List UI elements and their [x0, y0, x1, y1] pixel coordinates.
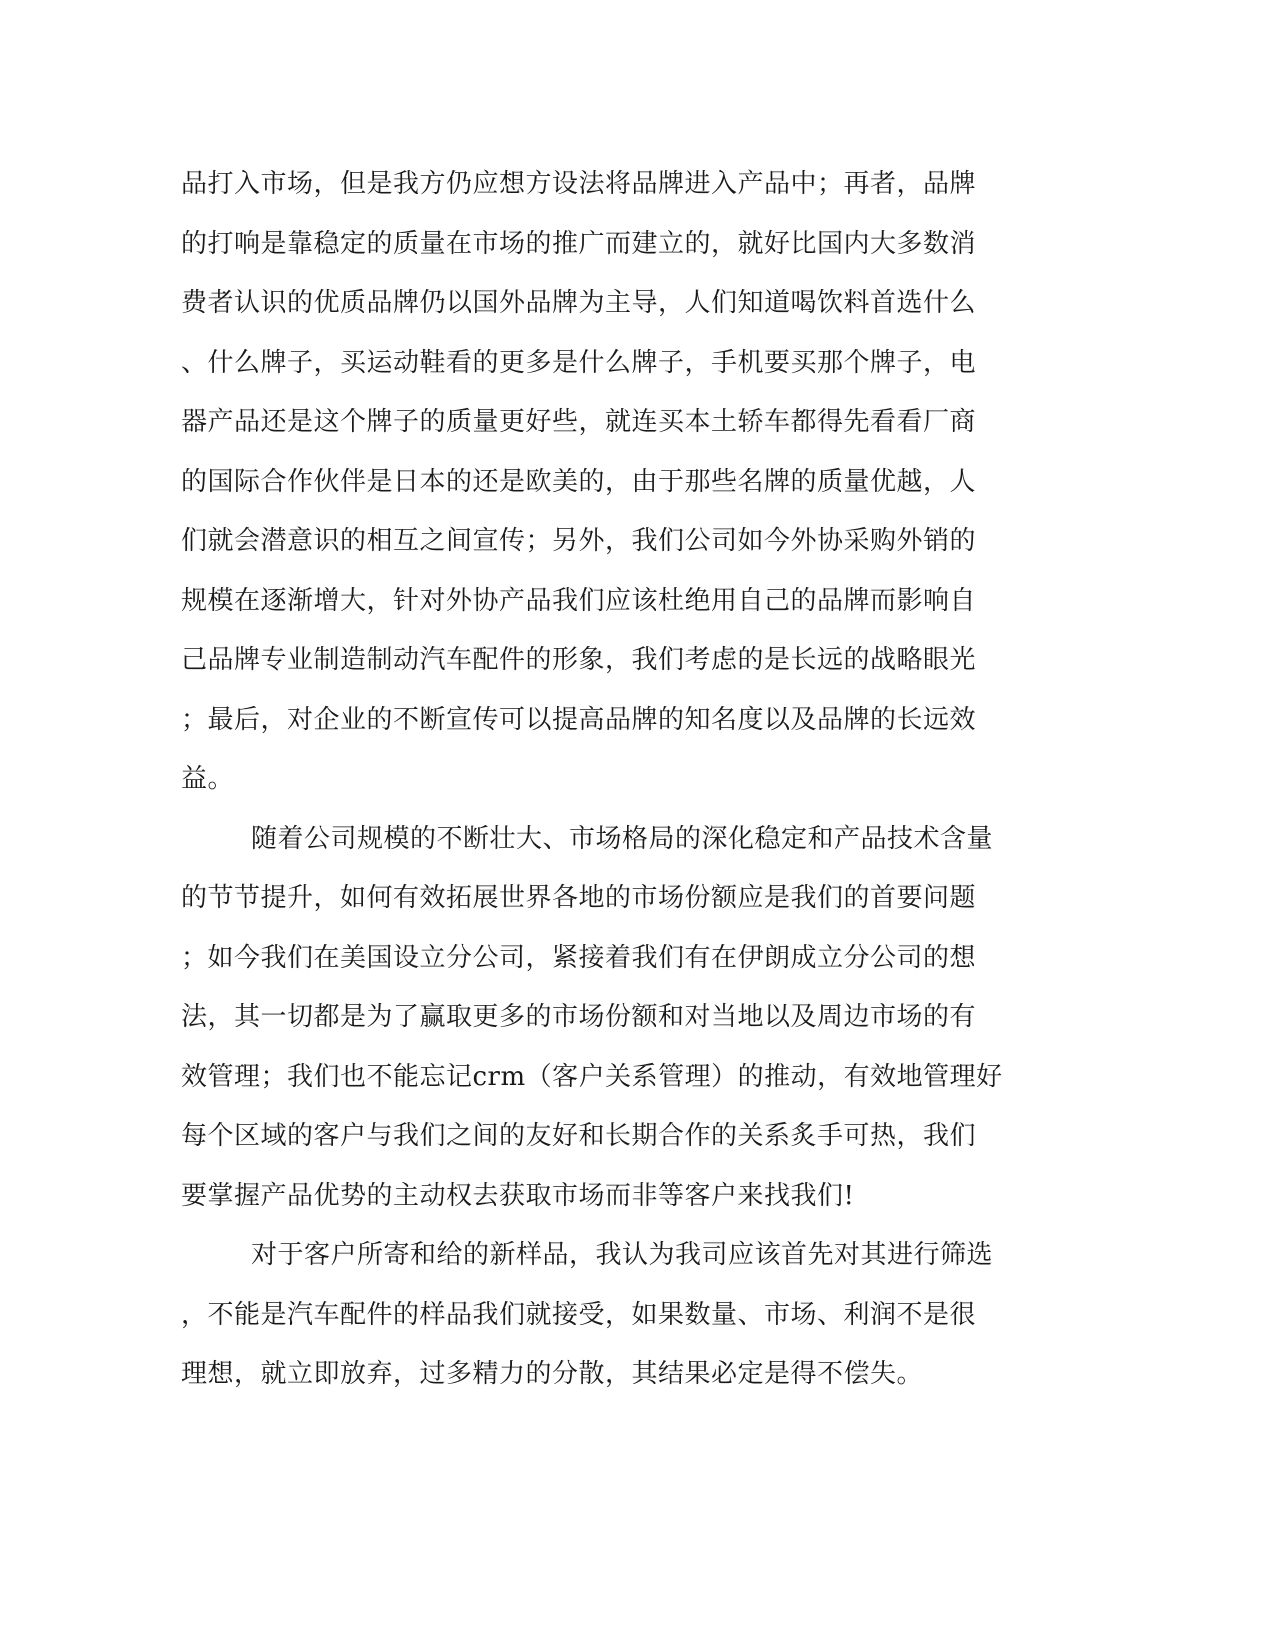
text-line: ；最后，对企业的不断宣传可以提高品牌的知名度以及品牌的长远效: [181, 704, 977, 735]
text-line: 每个区域的客户与我们之间的友好和长期合作的关系炙手可热，我们: [181, 1121, 977, 1151]
text-line: 理想，就立即放弃，过多精力的分散，其结果必定是得不偿失。: [181, 1359, 924, 1389]
text-line: 、什么牌子，买运动鞋看的更多是什么牌子，手机要买那个牌子，电: [181, 347, 977, 378]
body-text: [181, 155, 1041, 1405]
paragraph-start-line: 对于客户所寄和给的新样品，我认为我司应该首先对其进行筛选: [251, 1240, 994, 1270]
text-line: 们就会潜意识的相互之间宣传；另外，我们公司如今外协采购外销的: [181, 526, 977, 556]
text-line: 益。: [181, 764, 235, 794]
text-line: 要掌握产品优势的主动权去获取市场而非等客户来找我们!: [181, 1180, 855, 1211]
text-line: 法，其一切都是为了赢取更多的市场份额和对当地以及周边市场的有: [181, 1002, 977, 1032]
text-line: 费者认识的优质品牌仍以国外品牌为主导，人们知道喝饮料首选什么: [181, 288, 977, 318]
text-line: 品打入市场，但是我方仍应想方设法将品牌进入产品中；再者，品牌: [181, 169, 977, 199]
text-line: 的节节提升，如何有效拓展世界各地的市场份额应是我们的首要问题: [181, 883, 977, 913]
text-line: ；如今我们在美国设立分公司，紧接着我们有在伊朗成立分公司的想: [181, 942, 977, 973]
paragraph-start-line: 随着公司规模的不断壮大、市场格局的深化稳定和产品技术含量: [251, 823, 994, 854]
text-line: 的国际合作伙伴是日本的还是欧美的，由于那些名牌的质量优越，人: [181, 466, 977, 497]
text-line: 器产品还是这个牌子的质量更好些，就连买本土轿车都得先看看厂商: [181, 407, 977, 437]
text-line: ，不能是汽车配件的样品我们就接受，如果数量、市场、利润不是很: [181, 1299, 977, 1330]
text-line: 效管理；我们也不能忘记crm（客户关系管理）的推动，有效地管理好: [181, 1061, 1003, 1092]
text-line: 的打响是靠稳定的质量在市场的推广而建立的，就好比国内大多数消: [181, 228, 977, 259]
text-line: 己品牌专业制造制动汽车配件的形象，我们考虑的是长远的战略眼光: [181, 645, 977, 675]
text-line: 规模在逐渐增大，针对外协产品我们应该杜绝用自己的品牌而影响自: [181, 585, 977, 616]
